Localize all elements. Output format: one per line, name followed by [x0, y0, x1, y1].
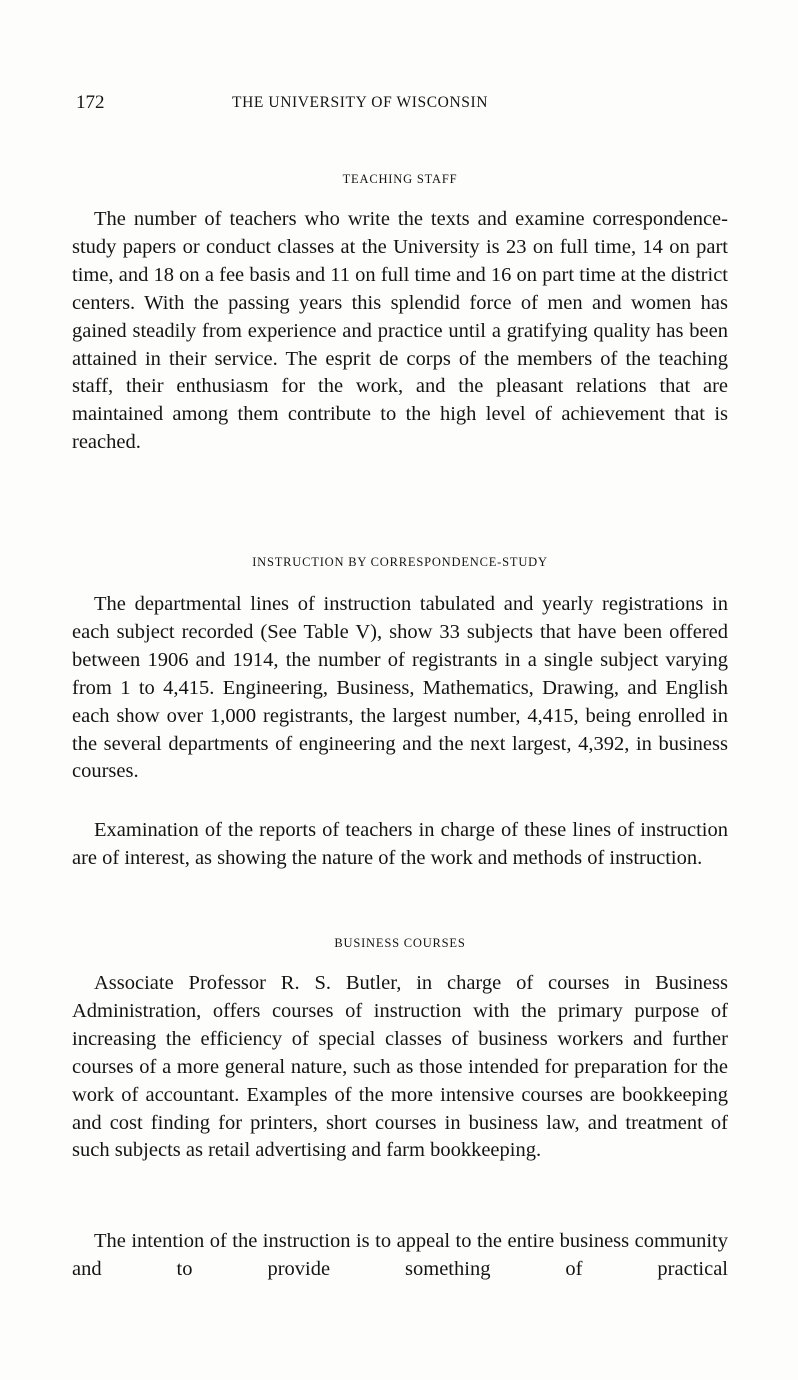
- paragraph-associate-professor: Associate Professor R. S. Butler, in charge of courses in Business Administration, offers courses of instruction with the primary purpose of increasing the efficiency of special classes of business workers and further courses of a more general nature, such as those intended for preparation for the work of accountant. Examples of the more intensive courses are bookkeeping and cost finding for printers, short courses in business law, and treatment of such subjects as retail advertising and farm bookkeeping.: [72, 972, 728, 1162]
- paragraph-examination-reports: Examination of the reports of teachers in charge of these lines of instruction are of interest, as showing the nature of the work and methods of instruction.: [72, 819, 728, 869]
- section-heading-business-courses: BUSINESS COURSES: [334, 936, 466, 950]
- page-number: 172: [76, 92, 105, 113]
- paragraph-departmental-lines: The departmental lines of instruction tabulated and yearly registrations in each subject recorded (See Table V), show 33 subjects that have been offered between 1906 and 1914, the number of registrants in a single subject varying from 1 to 4,415. Engineering, Business, Mathematics, Drawing, and English each show over 1,000 registrants, the largest number, 4,415, being enrolled in the several departments of engineering and the next largest, 4,392, in business courses.: [72, 593, 728, 783]
- section-heading-instruction: INSTRUCTION BY CORRESPONDENCE-STUDY: [252, 555, 548, 569]
- book-page: [72, 0, 728, 1380]
- paragraph-teaching-staff: The number of teachers who write the texts and examine correspondence-study papers or conduct classes at the University is 23 on full time, 14 on part time, and 18 on a fee basis and 11 on full time and 16 on part time at the district centers. With the passing years this splendid force of men and women has gained steadily from experience and practice until a gratifying quality has been attained in their service. The esprit de corps of the members of the teaching staff, their enthusiasm for the work, and the pleasant relations that are maintained among them contribute to the high level of achievement that is reached.: [72, 208, 728, 454]
- paragraph-intention: The intention of the instruction is to appeal to the entire business community and to provide something of practical: [72, 1230, 728, 1280]
- running-title: THE UNIVERSITY OF WISCONSIN: [232, 94, 489, 111]
- running-head: [72, 92, 728, 120]
- section-heading-teaching-staff: TEACHING STAFF: [342, 172, 458, 186]
